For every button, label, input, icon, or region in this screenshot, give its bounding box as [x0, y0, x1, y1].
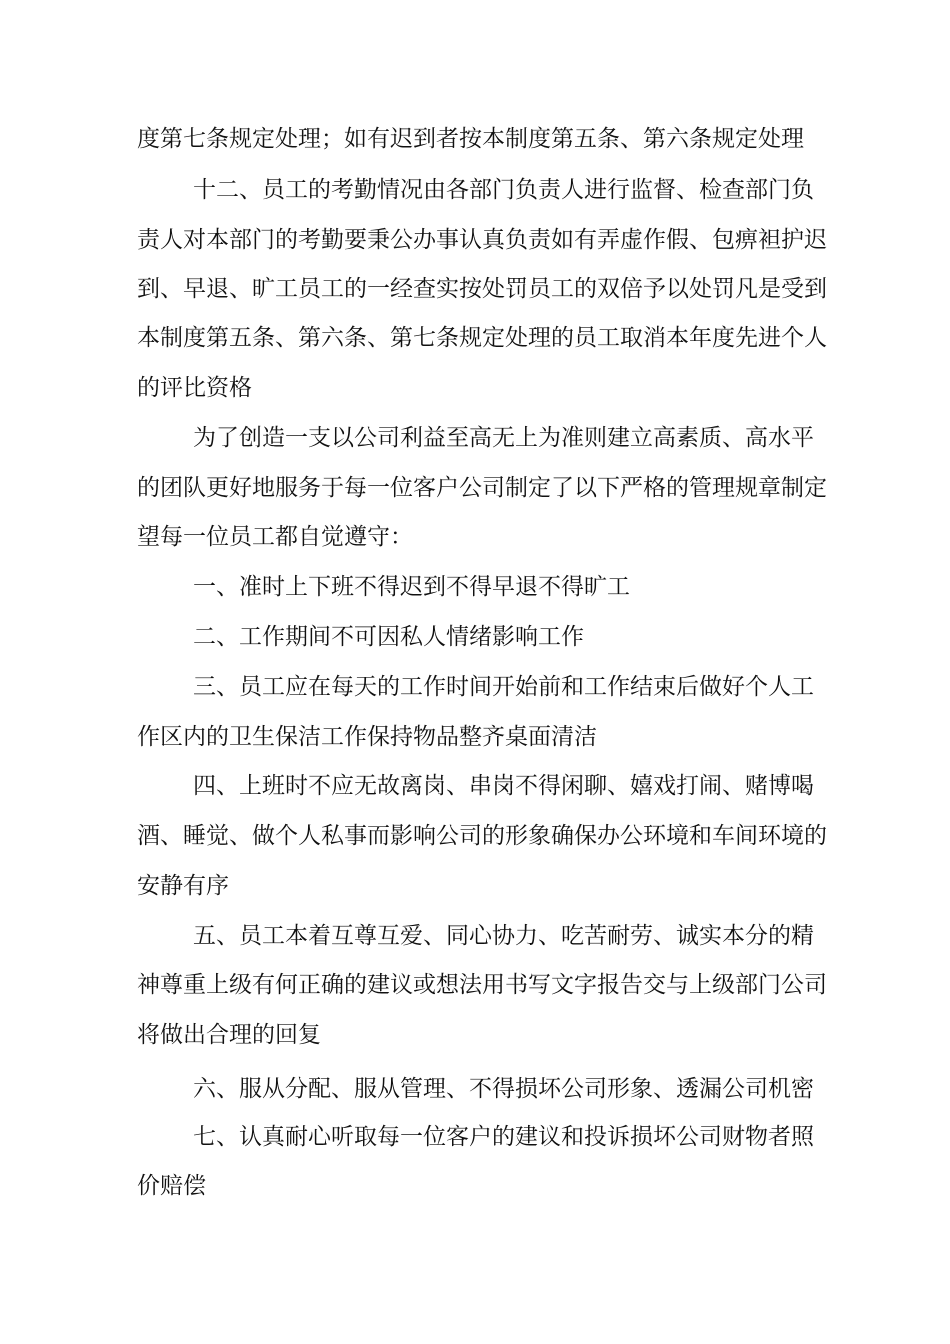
rule-item-5: 五、员工本着互尊互爱、同心协力、吃苦耐劳、诚实本分的精	[193, 923, 814, 949]
text-line: 安静有序	[137, 873, 229, 899]
rule-item-4: 四、上班时不应无故离岗、串岗不得闲聊、嬉戏打闹、赌博喝	[193, 773, 814, 799]
text-line: 酒、睡觉、做个人私事而影响公司的形象确保办公环境和车间环境的	[137, 823, 827, 849]
rule-item-1: 一、准时上下班不得迟到不得早退不得旷工	[193, 574, 630, 600]
paragraph-first-line: 十二、员工的考勤情况由各部门负责人进行监督、检查部门负	[193, 177, 814, 203]
text-line: 望每一位员工都自觉遵守：	[137, 524, 413, 550]
rule-item-2: 二、工作期间不可因私人情绪影响工作	[193, 624, 584, 650]
text-line: 责人对本部门的考勤要秉公办事认真负责如有弄虚作假、包痹袒护迟	[137, 227, 827, 253]
text-line: 到、早退、旷工员工的一经查实按处罚员工的双倍予以处罚凡是受到	[137, 276, 827, 302]
text-line: 将做出合理的回复	[137, 1022, 321, 1048]
text-line: 神尊重上级有何正确的建议或想法用书写文字报告交与上级部门公司	[137, 972, 827, 998]
paragraph-first-line: 为了创造一支以公司利益至高无上为准则建立高素质、高水平	[193, 425, 814, 451]
text-line: 的评比资格	[137, 375, 252, 401]
rule-item-7: 七、认真耐心听取每一位客户的建议和投诉损坏公司财物者照	[193, 1124, 814, 1150]
text-line: 价赔偿	[137, 1173, 206, 1199]
text-line: 度第七条规定处理；如有迟到者按本制度第五条、第六条规定处理	[137, 126, 804, 152]
rule-item-6: 六、服从分配、服从管理、不得损坏公司形象、透漏公司机密	[193, 1076, 814, 1102]
text-line: 作区内的卫生保洁工作保持物品整齐桌面清洁	[137, 724, 597, 750]
text-line: 的团队更好地服务于每一位客户公司制定了以下严格的管理规章制定	[137, 475, 827, 501]
rule-item-3: 三、员工应在每天的工作时间开始前和工作结束后做好个人工	[193, 674, 814, 700]
text-line: 本制度第五条、第六条、第七条规定处理的员工取消本年度先进个人	[137, 325, 827, 351]
